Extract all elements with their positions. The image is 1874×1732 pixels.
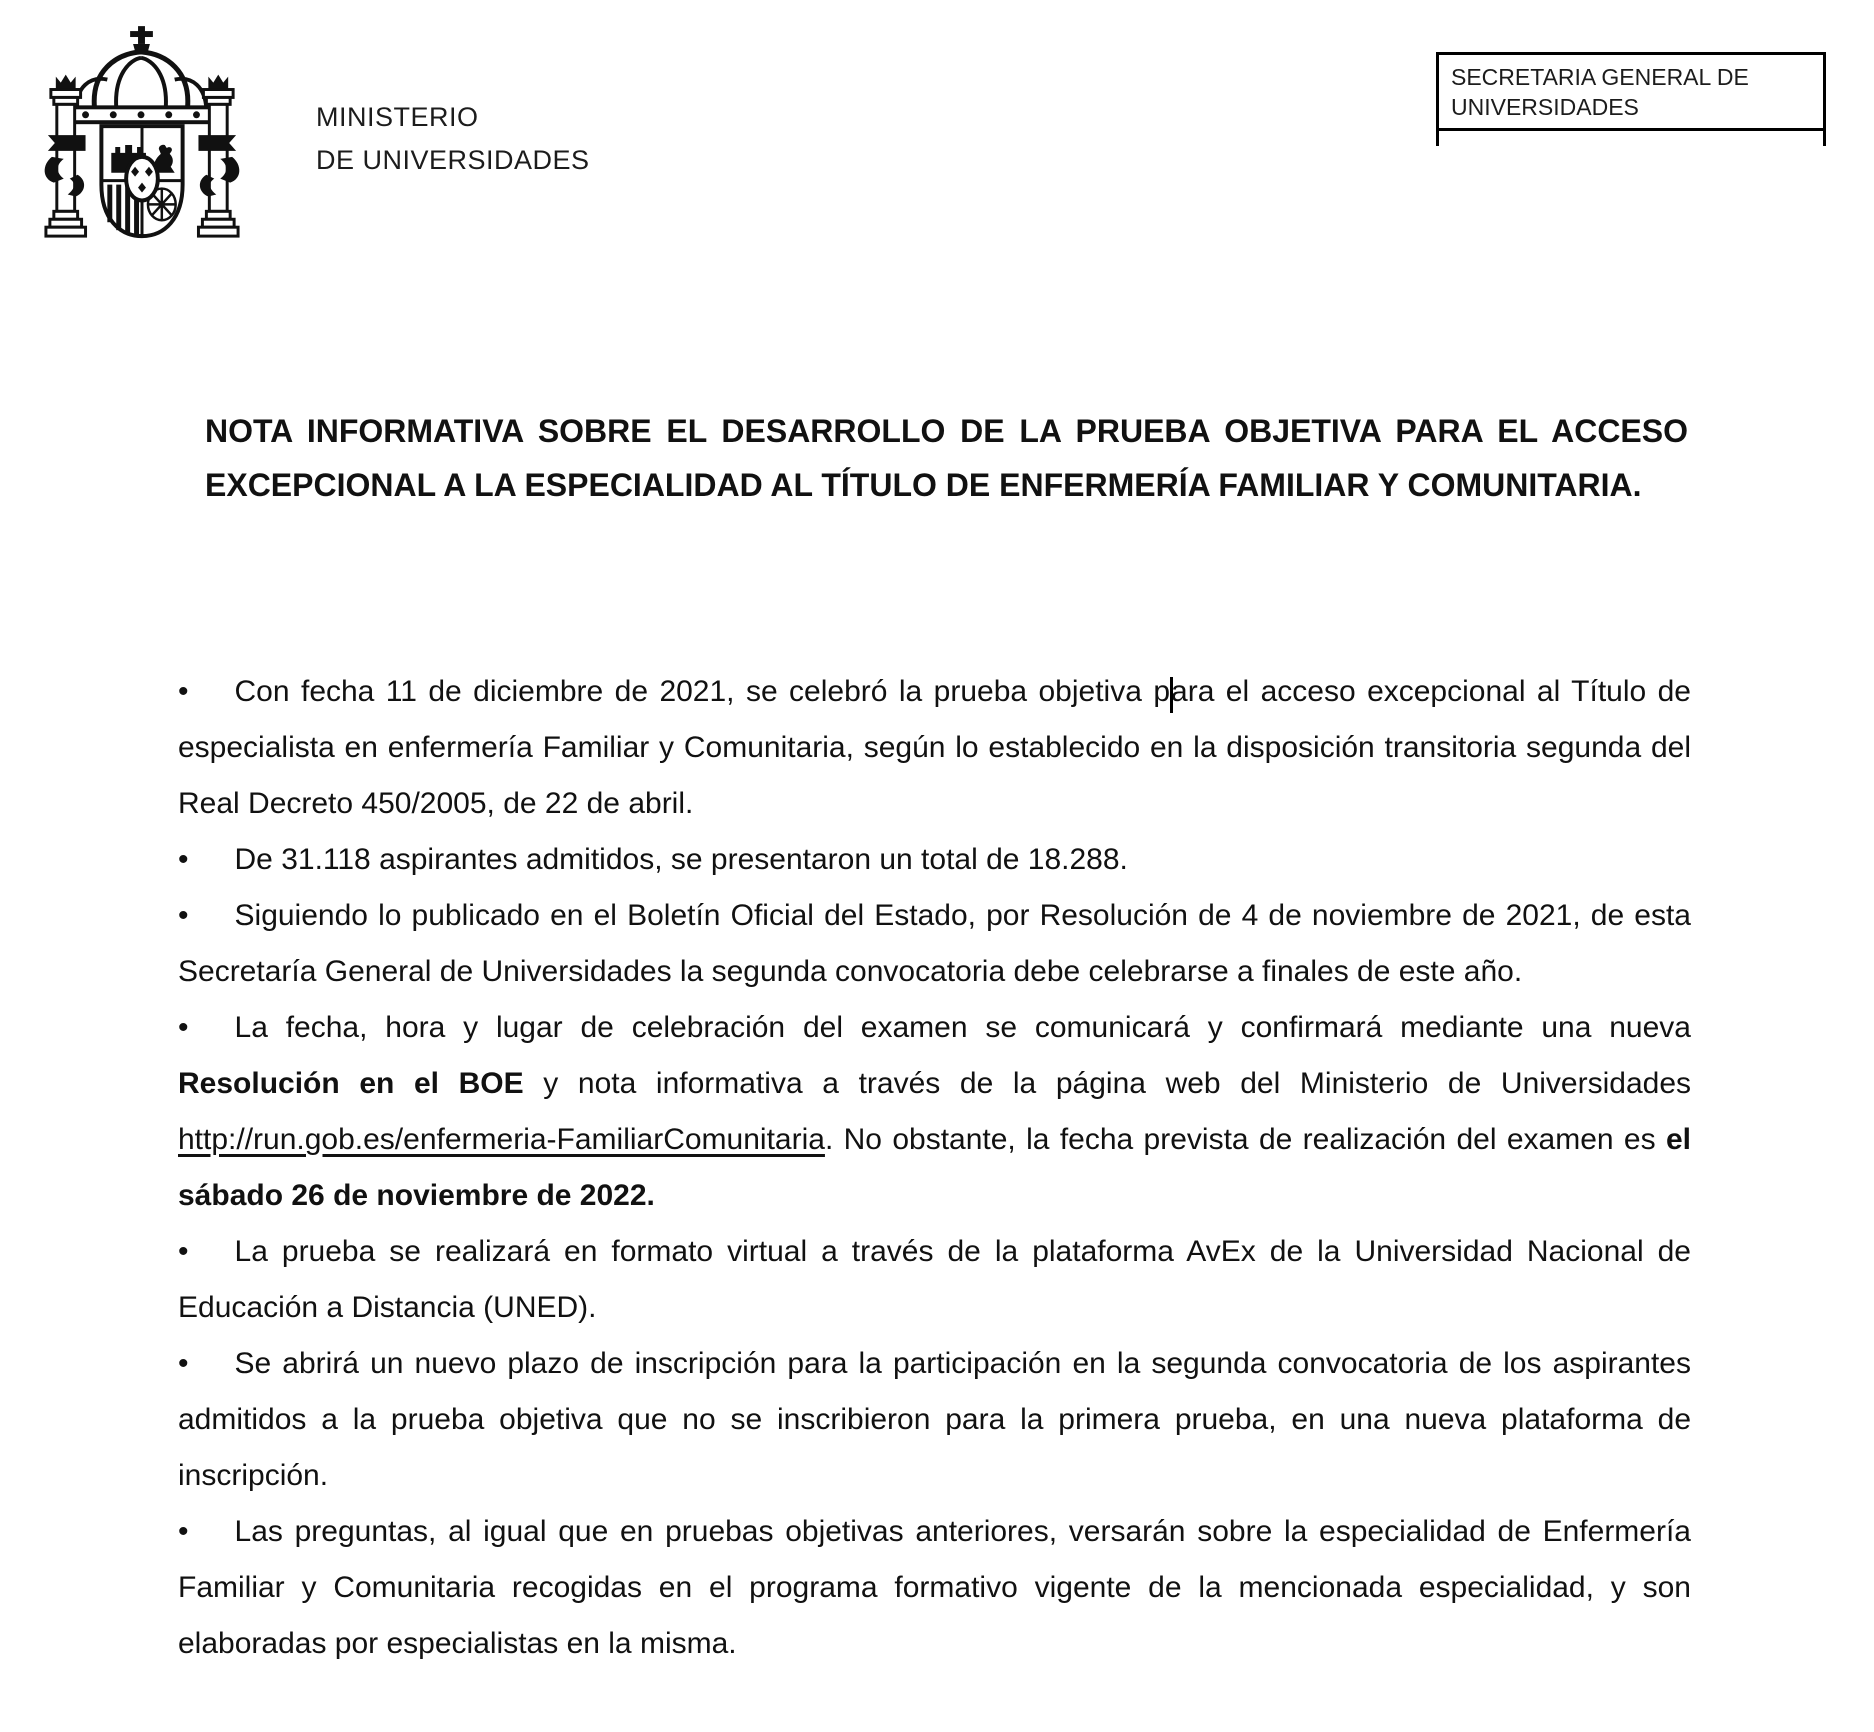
agency-box-left-tick (1436, 131, 1439, 146)
agency-box (1436, 52, 1826, 131)
list-item-text: La fecha, hora y lugar de celebración del examen se comunicará y confirmará mediante una nueva (234, 1011, 1691, 1044)
ministry-name (316, 96, 590, 182)
list-item (178, 664, 1691, 832)
agency-box-right-tick (1823, 131, 1826, 146)
list-item (178, 1000, 1691, 1224)
spain-coat-of-arms (38, 24, 246, 262)
list-item-text: Se abrirá un nuevo plazo de inscripción para la participación en la segunda convocatoria de los aspirantes admitidos a la prueba objetiva que no se inscribieron para la primera prueba, en una nueva plataforma de inscripción. (178, 1347, 1691, 1492)
list-item-text: Las preguntas, al igual que en pruebas objetivas anteriores, versarán sobre la especialidad de Enfermería Familiar y Comunitaria recogidas en el programa formativo vigente de la mencionada especialidad, y son elaboradas por especialistas en la misma. (178, 1515, 1691, 1660)
list-item-text: De 31.118 aspirantes admitidos, se presentaron un total de 18.288. (234, 843, 1128, 876)
bullet-list (178, 664, 1691, 1672)
agency-box-line2: UNIVERSIDADES (1451, 94, 1639, 120)
agency-box-line1: SECRETARIA GENERAL DE (1451, 64, 1749, 90)
list-item (178, 832, 1691, 888)
hyperlink[interactable]: http://run.gob.es/enfermeria-FamiliarComunitaria (178, 1123, 825, 1156)
list-item-text: La prueba se realizará en formato virtual a través de la plataforma AvEx de la Universidad Nacional de Educación a Distancia (UNED). (178, 1235, 1691, 1324)
document-title: NOTA INFORMATIVA SOBRE EL DESARROLLO DE LA PRUEBA OBJETIVA PARA EL ACCESO EXCEPCIONAL A LA ESPECIALIDAD AL TÍTULO DE ENFERMERÍA FAMILIAR Y COMUNITARIA. (205, 413, 1688, 503)
bullet-marker: • (178, 1011, 189, 1044)
bullet-marker: • (178, 899, 189, 932)
list-item (178, 1336, 1691, 1504)
list-item-text: Con fecha 11 de diciembre de 2021, se celebró la prueba objetiva p (234, 675, 1171, 708)
list-item (178, 888, 1691, 1000)
list-item-text: Siguiendo lo publicado en el Boletín Oficial del Estado, por Resolución de 4 de noviembre de 2021, de esta Secretaría General de Universidades la segunda convocatoria debe celebrarse a finales de este año. (178, 899, 1691, 988)
list-item (178, 1504, 1691, 1672)
list-item-text: . No obstante, la fecha prevista de realización del examen es (824, 1123, 1666, 1156)
bullet-marker: • (178, 1235, 189, 1268)
list-item-text: ara el acceso excepcional al Título de especialista en enfermería Familiar y Comunitaria, según lo establecido en la disposición transitoria segunda del Real Decreto 450/2005, de 22 de abril. (178, 675, 1691, 820)
list-item (178, 1224, 1691, 1336)
list-item-text: Resolución en el BOE (178, 1067, 524, 1100)
ministry-name-line2: DE UNIVERSIDADES (316, 145, 590, 175)
list-item-text: el sábado 26 de noviembre de 2022. (178, 1123, 1691, 1212)
bullet-marker: • (178, 675, 189, 708)
bullet-marker: • (178, 1347, 189, 1380)
bullet-marker: • (178, 1515, 189, 1548)
text-cursor (1170, 677, 1173, 713)
bullet-marker: • (178, 843, 189, 876)
ministry-name-line1: MINISTERIO (316, 102, 479, 132)
list-item-text: y nota informativa a través de la página web del Ministerio de Universidades (523, 1067, 1692, 1100)
